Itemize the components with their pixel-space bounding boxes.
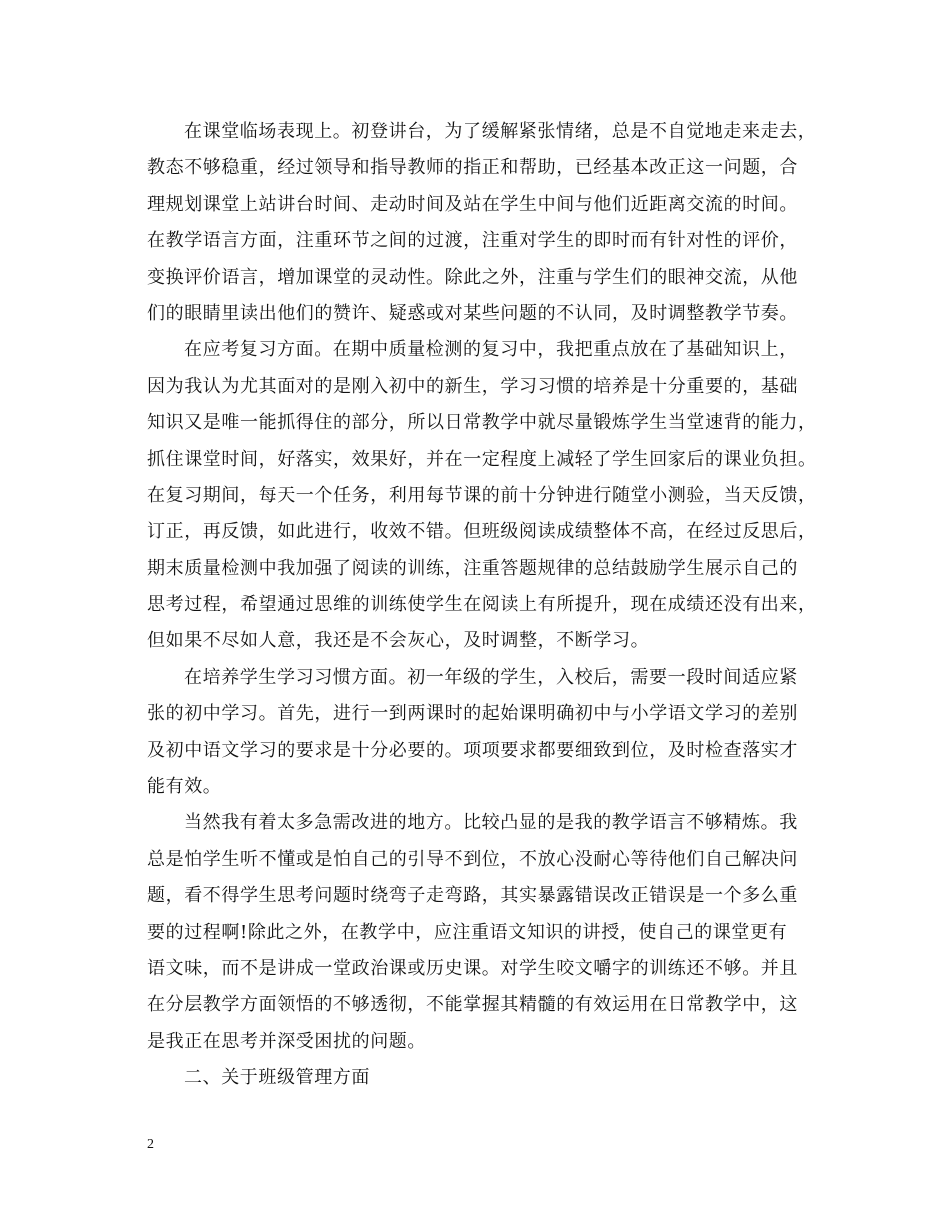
text-line: 是我正在思考并深受困扰的问题。 <box>147 1030 426 1052</box>
text-line: 张的初中学习。首先，进行一到两课时的起始课明确初中与小学语文学习的差别 <box>147 703 798 725</box>
text-line: 订正，再反馈，如此进行，收效不错。但班级阅读成绩整体不高，在经过反思后， <box>147 521 817 543</box>
text-line: 但如果不尽如人意，我还是不会灰心，及时调整，不断学习。 <box>147 630 650 652</box>
text-line: 在分层教学方面领悟的不够透彻，不能掌握其精髓的有效运用在日常教学中，这 <box>147 994 798 1016</box>
page-number: 2 <box>147 1137 154 1152</box>
text-line: 理规划课堂上站讲台时间、走动时间及站在学生中间与他们近距离交流的时间。 <box>147 193 798 215</box>
text-line: 思考过程，希望通过思维的训练使学生在阅读上有所提升，现在成绩还没有出来， <box>147 594 817 616</box>
text-line: 变换评价语言，增加课堂的灵动性。除此之外，注重与学生们的眼神交流，从他 <box>147 266 798 288</box>
text-line: 在课堂临场表现上。初登讲台，为了缓解紧张情绪，总是不自觉地走来走去， <box>184 121 817 142</box>
text-line: 在教学语言方面，注重环节之间的过渡，注重对学生的即时而有针对性的评价， <box>147 230 798 252</box>
text-line: 能有效。 <box>147 776 222 798</box>
text-line: 抓住课堂时间，好落实，效果好，并在一定程度上减轻了学生回家后的课业负担。 <box>147 448 817 470</box>
text-line: 题，看不得学生思考问题时绕弯子走弯路，其实暴露错误改正错误是一个多么重 <box>147 885 798 907</box>
text-line: 知识又是唯一能抓得住的部分，所以日常教学中就尽量锻炼学生当堂速背的能力， <box>147 412 817 434</box>
text-line: 及初中语文学习的要求是十分必要的。项项要求都要细致到位，及时检查落实才 <box>147 739 798 761</box>
document-body <box>147 114 817 1097</box>
text-line: 在复习期间，每天一个任务，利用每节课的前十分钟进行随堂小测验，当天反馈， <box>147 484 817 506</box>
text-line: 要的过程啊!除此之外，在教学中，应注重语文知识的讲授，使自己的课堂更有 <box>147 921 788 943</box>
text-line: 们的眼睛里读出他们的赞许、疑惑或对某些问题的不认同，及时调整教学节奏。 <box>147 302 798 324</box>
text-line: 因为我认为尤其面对的是刚入初中的新生，学习习惯的培养是十分重要的，基础 <box>147 375 798 397</box>
text-line: 教态不够稳重，经过领导和指导教师的指正和帮助，已经基本改正这一问题，合 <box>147 157 798 179</box>
text-line: 期末质量检测中我加强了阅读的训练，注重答题规律的总结鼓励学生展示自己的 <box>147 557 798 579</box>
text-line: 在应考复习方面。在期中质量检测的复习中，我把重点放在了基础知识上， <box>184 339 798 361</box>
text-line: 二、关于班级管理方面 <box>184 1067 370 1089</box>
text-line: 在培养学生学习习惯方面。初一年级的学生，入校后，需要一段时间适应紧 <box>184 666 798 688</box>
text-line: 语文味，而不是讲成一堂政治课或历史课。对学生咬文嚼字的训练还不够。并且 <box>147 957 798 979</box>
text-line: 总是怕学生听不懂或是怕自己的引导不到位，不放心没耐心等待他们自己解决问 <box>147 848 798 870</box>
text-line: 当然我有着太多急需改进的地方。比较凸显的是我的教学语言不够精炼。我 <box>184 812 798 834</box>
